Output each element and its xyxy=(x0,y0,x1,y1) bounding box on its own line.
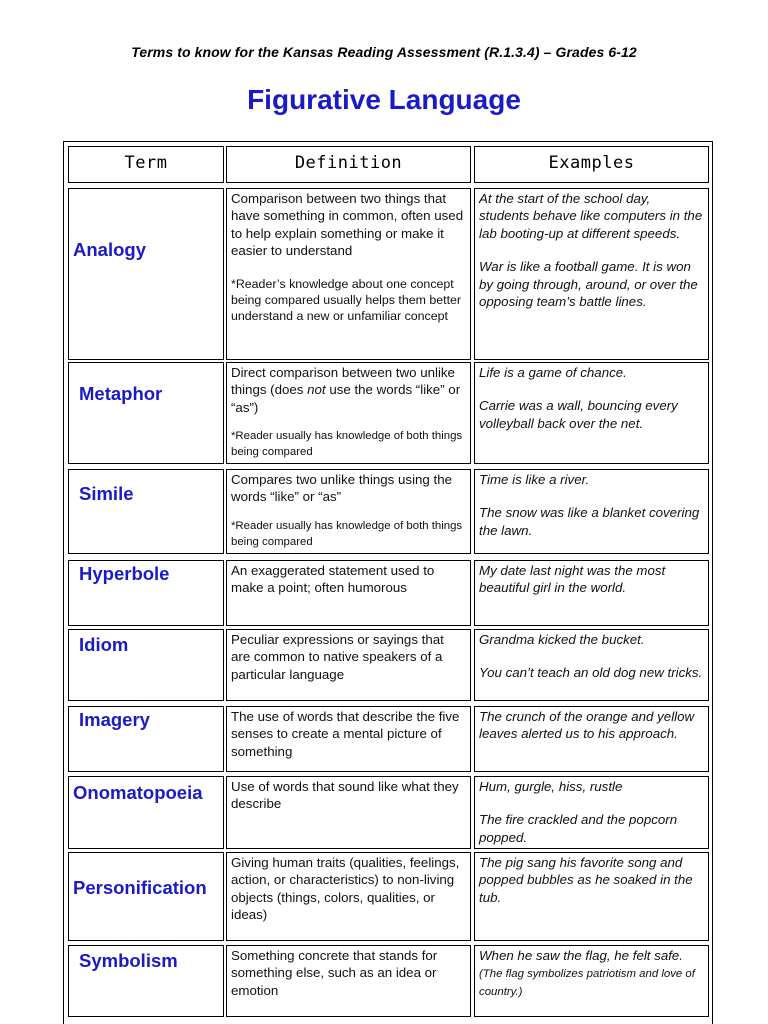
definition-metaphor xyxy=(226,362,471,464)
definition-simile xyxy=(226,469,471,554)
examples-personification xyxy=(474,852,709,941)
document-subtitle: Terms to know for the Kansas Reading Assessment (R.1.3.4) – Grades 6-12 xyxy=(131,44,637,60)
example-text: Life is a game of chance. xyxy=(479,365,627,380)
examples-analogy xyxy=(474,188,709,360)
examples-hyperbole xyxy=(474,560,709,626)
term-hyperbole: Hyperbole xyxy=(68,560,224,626)
definition-text: Giving human traits (qualities, feelings, action, or characteristics) to non-living objects (things, colors, qualities, or ideas) xyxy=(231,855,460,923)
term-personification: Personification xyxy=(68,852,224,941)
examples-idiom xyxy=(474,629,709,701)
figurative-language-table xyxy=(63,141,713,1024)
column-header-examples: Examples xyxy=(474,146,709,183)
term-onomatopoeia: Onomatopoeia xyxy=(68,776,224,849)
examples-symbolism xyxy=(474,945,709,1017)
example-text: Time is like a river. xyxy=(479,472,590,487)
definition-idiom xyxy=(226,629,471,701)
definition-symbolism xyxy=(226,945,471,1017)
definition-text: The use of words that describe the five senses to create a mental picture of something xyxy=(231,709,460,759)
definition-text: An exaggerated statement used to make a point; often humorous xyxy=(231,563,435,596)
example-text: My date last night was the most beautiful girl in the world. xyxy=(479,563,666,596)
term-symbolism: Symbolism xyxy=(68,945,224,1017)
term-metaphor: Metaphor xyxy=(68,362,224,464)
definition-text: Use of words that sound like what they describe xyxy=(231,779,459,812)
term-simile: Simile xyxy=(68,469,224,554)
examples-onomatopoeia xyxy=(474,776,709,849)
definition-text: Direct comparison between two unlike things (does not use the words “like” or “as”) xyxy=(231,365,461,415)
example-text: Hum, gurgle, hiss, rustle xyxy=(479,779,623,794)
definition-imagery xyxy=(226,706,471,772)
definition-onomatopoeia xyxy=(226,776,471,849)
example-text: When he saw the flag, he felt safe. (The flag symbolizes patriotism and love of country.) xyxy=(479,948,695,999)
definition-note: *Reader usually has knowledge of both things being compared xyxy=(231,519,463,548)
document-title: Figurative Language xyxy=(247,84,521,115)
examples-metaphor xyxy=(474,362,709,464)
examples-imagery xyxy=(474,706,709,772)
column-header-definition: Definition xyxy=(226,146,471,183)
definition-personification xyxy=(226,852,471,941)
term-imagery: Imagery xyxy=(68,706,224,772)
example-text: The crunch of the orange and yellow leaves alerted us to his approach. xyxy=(479,709,695,742)
example-text: Carrie was a wall, bouncing every volleyball back over the net. xyxy=(479,398,678,431)
definition-note: *Reader usually has knowledge of both things being compared xyxy=(231,430,463,459)
example-text: The snow was like a blanket covering the lawn. xyxy=(479,505,700,538)
term-idiom: Idiom xyxy=(68,629,224,701)
definition-text: Compares two unlike things using the words “like” or “as” xyxy=(231,472,452,505)
example-text: At the start of the school day, students behave like computers in the lab booting-up at different speeds. xyxy=(479,191,703,241)
definition-text: Peculiar expressions or sayings that are common to native speakers of a particular language xyxy=(231,632,444,682)
example-note: (The flag symbolizes patriotism and love of country.) xyxy=(479,968,695,999)
definition-note: *Reader’s knowledge about one concept being compared usually helps them better understand a new or unfamiliar concept xyxy=(231,276,462,324)
column-header-term: Term xyxy=(68,146,224,183)
definition-text: Something concrete that stands for something else, such as an idea or emotion xyxy=(231,948,438,998)
examples-simile xyxy=(474,469,709,554)
example-text: The fire crackled and the popcorn popped. xyxy=(479,812,678,845)
example-text: You can’t teach an old dog new tricks. xyxy=(479,665,703,681)
example-text: Grandma kicked the bucket. xyxy=(479,632,645,647)
definition-analogy xyxy=(226,188,471,360)
example-text: The pig sang his favorite song and popped bubbles as he soaked in the tub. xyxy=(479,855,693,905)
definition-hyperbole xyxy=(226,560,471,626)
definition-text: Comparison between two things that have something in common, often used to help explain something or make it easier to understand xyxy=(231,191,464,259)
example-text: War is like a football game. It is won by going through, around, or over the opposing team’s battle lines. xyxy=(479,259,698,310)
term-analogy: Analogy xyxy=(68,188,224,360)
